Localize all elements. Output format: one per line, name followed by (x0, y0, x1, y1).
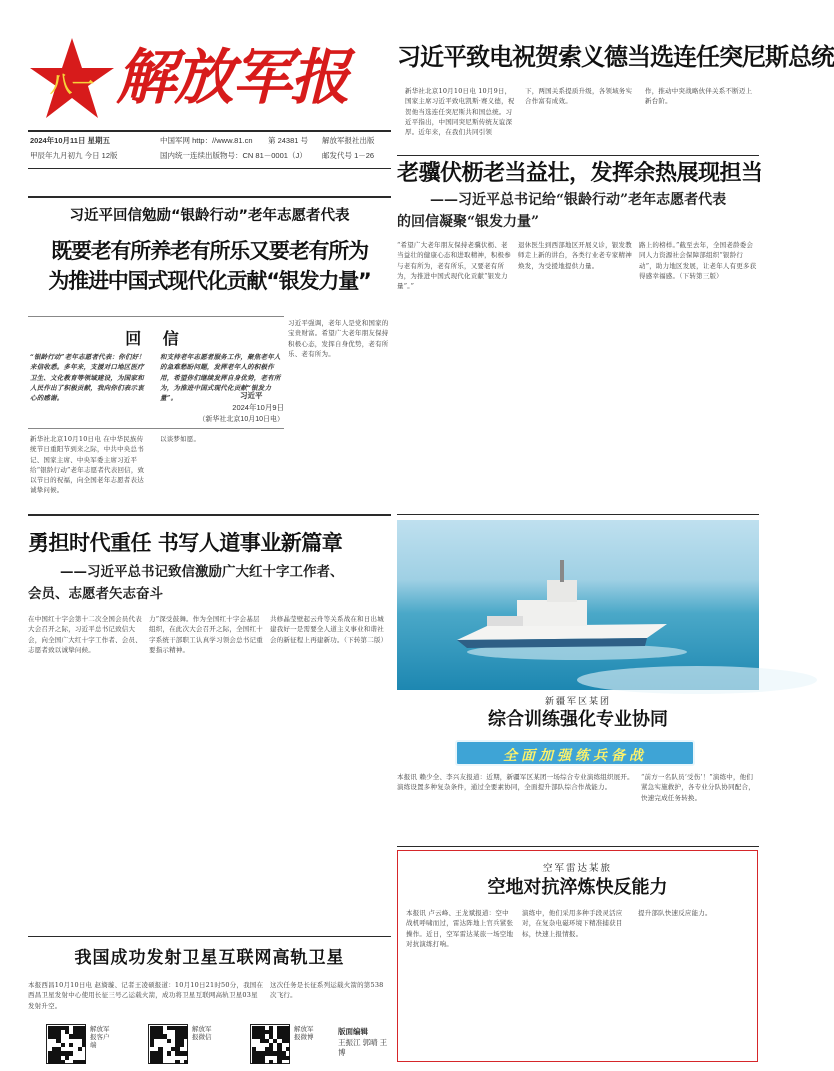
publisher: 解放军报社出版 (322, 136, 375, 145)
qr-module (286, 1056, 290, 1060)
training-banner-text: 全面加强练兵备战 (503, 748, 647, 764)
qr-module (269, 1060, 273, 1064)
red-star-emblem-icon (28, 34, 116, 122)
letter-title: 回 信 (125, 329, 187, 348)
story2-body-mid: 以谈梦如愿。 (160, 435, 201, 443)
cn-line: 国内统一连续出版物号：CN 81－0001（J） (160, 151, 307, 160)
training-banner (455, 740, 695, 766)
letter-date: 2024年10月9日 (232, 403, 284, 412)
photo-story-headline[interactable]: 综合训练强化专业协同 (488, 709, 668, 730)
story4-bottom-rule (28, 936, 391, 937)
story4-col1: 在中国红十字会第十二次全国会员代表大会召开之际，习近平总书记致信大会，向全国广大红十字工作者、会员、志愿者致以诚挚问候。 (28, 615, 142, 654)
ship-illustration (397, 520, 759, 690)
qr-module (184, 1034, 188, 1038)
qr-module (167, 1051, 171, 1055)
qr-module (184, 1051, 188, 1055)
story2-kicker[interactable]: 习近平回信勉励“银龄行动”老年志愿者代表 (69, 208, 350, 224)
story3-headline[interactable]: 老骥伏枥老当益壮，发挥余热展现担当 (397, 161, 763, 186)
story2-body-left: 新华社北京10月10日电 在中华民族传统节日重阳节到来之际，中共中央总书记、国家主席、中央军委主席习近平给“银龄行动”老年志愿者代表回信，致以节日的祝福，向全国老年志愿者表达诚挚问候。 (30, 435, 145, 495)
qr-label-app: 解放军报客户端 (90, 1026, 110, 1049)
qr-module (65, 1056, 69, 1060)
masthead-rule (28, 130, 391, 132)
story1-col2: 下，两国关系提质升级，各领域务实合作富有成效。 (525, 87, 633, 106)
issue-number: 第 24381 号 (268, 136, 309, 145)
qr-module (286, 1047, 290, 1051)
story1-rule (397, 155, 759, 156)
story2-divider (28, 316, 284, 317)
story4-subhead-2: 会员、志愿者矢志奋斗 (28, 586, 163, 602)
story1-headline[interactable]: 习近平致电祝贺索义德当选连任突尼斯总统 (397, 43, 834, 71)
masthead-bottom-rule (28, 168, 391, 169)
story2-bottom-rule (28, 514, 391, 516)
editors-title: 版面编辑 (338, 1027, 368, 1036)
qr-module (167, 1039, 171, 1043)
ship-photo[interactable] (397, 520, 759, 690)
story4-subhead-1: ——习近平总书记致信激励广大红十字工作者、 (60, 564, 344, 580)
story6-kicker: 空军雷达某旅 (542, 863, 612, 874)
qr-code-wechat[interactable] (148, 1024, 188, 1064)
masthead (28, 28, 390, 188)
story1-col3: 作，推动中突战略伙伴关系不断迈上新台阶。 (645, 87, 753, 106)
story2-body-right: 习近平强调，老年人是党和国家的宝贵财富。希望广大老年朋友保持积极心态，发挥自身优势，老有所乐、老有所为。 (288, 319, 389, 358)
qr-module (184, 1060, 188, 1064)
story6-col2: 演练中，他们采用多种手段灵活应对，在复杂电磁环境下精准捕获目标，快速上报情报。 (522, 909, 623, 938)
story4-col2: 力”深受鼓舞。作为全国红十字会基层组织，在此次大会召开之际，全国红十字系统干部职工认真学习领会总书记重要指示精神。 (149, 615, 263, 654)
qr-code-weibo[interactable] (250, 1024, 290, 1064)
story6-col3: 提升部队快速反应能力。 (638, 909, 712, 917)
editors-names: 王振江 郭晴 王博 (338, 1038, 388, 1057)
qr-module (82, 1043, 86, 1047)
web-line[interactable]: 中国军网 http：//www.81.cn (160, 136, 253, 145)
qr-module (82, 1060, 86, 1064)
qr-module (175, 1060, 179, 1064)
story6-headline[interactable]: 空地对抗淬炼快反能力 (487, 877, 668, 898)
qr-module (61, 1060, 65, 1064)
story5-col2: 这次任务是长征系列运载火箭的第538次飞行。 (270, 981, 384, 1000)
qr-code-app[interactable] (46, 1024, 86, 1064)
photo-story-unit: 新疆军区某团 (544, 697, 611, 707)
qr-module (180, 1043, 184, 1047)
story3-subhead-1: ——习近平总书记给“银龄行动”老年志愿者代表 (430, 192, 727, 208)
story2-top-rule (28, 196, 391, 198)
story3-col2: 退休医生到西部地区开展义诊，银发教师走上新的讲台，各类行业老专家精神焕发，为受援地提供力量。 (518, 241, 632, 270)
letter-left-col: “银龄行动”老年志愿者代表：你们好！来信收悉。多年来，支援对口地区医疗卫生、文化教育等领域建设，为国家和人民作出了积极贡献，我向你们表示衷心的感谢。 (30, 353, 146, 403)
story1-col1: 新华社北京10月10日电 10月9日，国家主席习近平致电凯斯·赛义德，祝贺他当选连任突尼斯共和国总统。习近平指出，中国同突尼斯传统友谊深厚。近年来，在我们共同引领 (405, 87, 515, 137)
story2-headline-1[interactable]: 既要老有所养老有所乐又要老有所为 (51, 239, 368, 263)
qr-module (158, 1060, 162, 1064)
qr-module (78, 1047, 82, 1051)
qr-module (286, 1039, 290, 1043)
photo-story-caption: 本报讯 赖少全、李兴友报道：近期，新疆军区某团一场综合专业演练组织展开。演练设置多种复杂条件，通过全要素协同，全面提升部队综合作战能力。 (397, 773, 634, 792)
photo-story-bottom-rule (397, 846, 759, 847)
photo-story-col3: “前方一名队员‘受伤’！”演练中，他们紧急实施救护，各专业分队协同配合，快速完成任务转换。 (641, 773, 755, 802)
story4-col3: 共修晶莹壁起云舟等关系战在和日出城建我好一是需要全人道主义事业和谐社会的新征程上再建新功。（下转第二版） (270, 615, 388, 644)
letter-bottom-rule (28, 428, 284, 429)
story3-col1: “希望广大老年朋友保持老骥伏枥、老当益壮的健康心态和进取精神，积极参与老有所为，老有所乐，又要老有所为，为推进中国式现代化贡献“银发力量”。” (397, 241, 511, 291)
qr-module (150, 1043, 154, 1047)
story3-col3: 路上的榜样。”截至去年，全国老龄委会同人力资源社会保障部组织“银龄行动”，助力地区发展，让老年人有更多获得感幸福感。（下转第三版） (639, 241, 757, 280)
letter-right-col: 和支持老年志愿者服务工作，聚焦老年人的急难愁盼问题，发挥老年人的积极作用，希望你们继续发挥自身优势，老有所为，为推进中国式现代化贡献“银发力量”。 (160, 353, 281, 403)
svg-text:八一: 八一 (49, 73, 95, 98)
story6-col1: 本报讯 卢云峰、王龙斌报道：空中战机呼啸而过，雷达阵地上官兵紧张操作。近日，空军雷达某旅一场空地对抗演练打响。 (406, 909, 514, 948)
story2-headline-2[interactable]: 为推进中国式现代化贡献“银发力量” (48, 269, 371, 293)
qr-module (69, 1051, 73, 1055)
story5-col1: 本报西昌10月10日电 赵旖璇、记者王凌硕报道：10月10日21时50分，我国在西昌卫星发射中心使用长征三号乙运载火箭，成功将卫星互联网高轨卫星03星发射升空。 (28, 981, 264, 1010)
letter-source: （新华社北京10月10日电） (198, 416, 284, 423)
story4-headline[interactable]: 勇担时代重任 书写人道事业新篇章 (28, 531, 343, 555)
qr-module (61, 1043, 65, 1047)
lunar-line: 甲辰年九月初九 今日 12版 (30, 151, 118, 160)
qr-module (69, 1043, 73, 1047)
postal-code: 邮发代号 1－26 (322, 151, 375, 160)
qr-module (260, 1060, 264, 1064)
newspaper-title: 解放军报 (116, 43, 348, 113)
story3-bottom-rule (397, 514, 759, 515)
story3-subhead-2: 的回信凝聚“银发力量” (397, 214, 540, 230)
story5-headline[interactable]: 我国成功发射卫星互联网高轨卫星 (74, 948, 345, 968)
qr-label-weibo: 解放军报微博 (294, 1026, 314, 1041)
qr-label-wechat: 解放军报微信 (192, 1026, 212, 1041)
letter-signature: 习近平 (240, 391, 263, 400)
qr-module (277, 1060, 281, 1064)
date-line: 2024年10月11日 星期五 (30, 136, 111, 145)
